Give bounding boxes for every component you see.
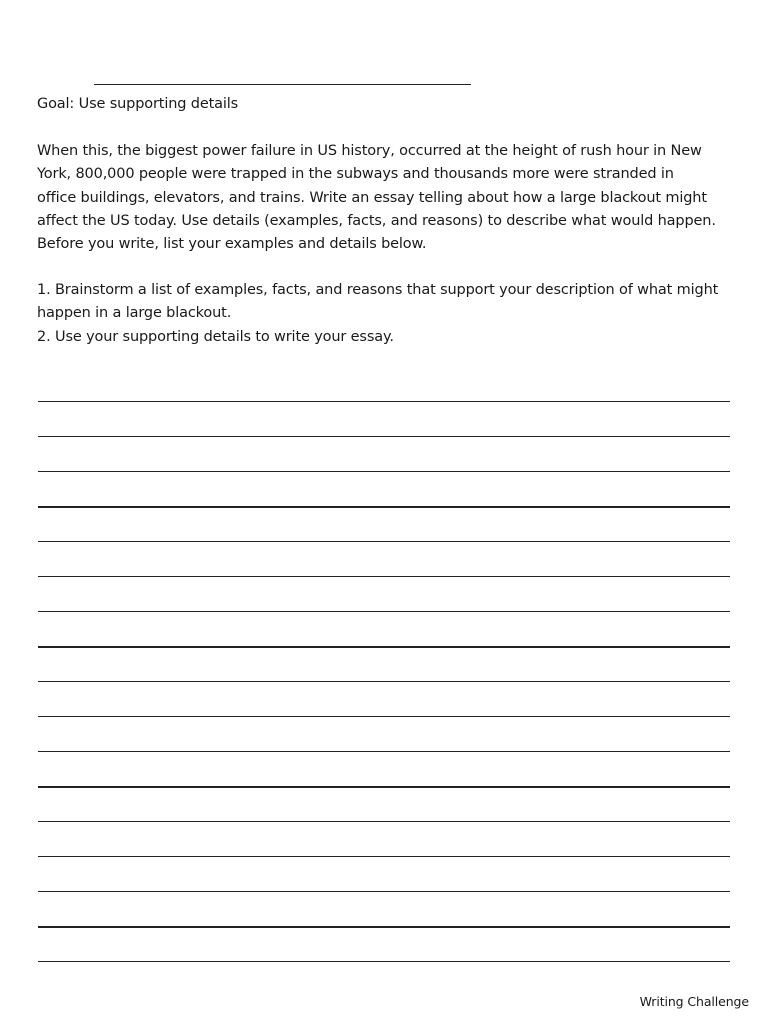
step-1-line: happen in a large blackout. xyxy=(37,305,232,322)
writing-line[interactable] xyxy=(38,401,730,402)
instruction-step-2: 2. Use your supporting details to write your essay. xyxy=(37,329,394,345)
step-1-line: 1. Brainstorm a list of examples, facts, and reasons that support your description of what might xyxy=(37,282,719,298)
writing-line[interactable] xyxy=(38,681,730,682)
writing-line[interactable] xyxy=(38,786,730,788)
writing-line[interactable] xyxy=(38,821,730,822)
writing-line[interactable] xyxy=(38,926,730,928)
intro-line: Before you write, list your examples and details below. xyxy=(37,236,427,253)
writing-line[interactable] xyxy=(38,506,730,508)
writing-line[interactable] xyxy=(38,716,730,717)
writing-line[interactable] xyxy=(38,541,730,542)
intro-paragraph xyxy=(37,140,716,256)
writing-line[interactable] xyxy=(38,576,730,577)
writing-line[interactable] xyxy=(38,611,730,612)
writing-line[interactable] xyxy=(38,751,730,752)
writing-line[interactable] xyxy=(38,471,730,472)
footer-label: Writing Challenge xyxy=(639,994,749,1009)
title-blank-line xyxy=(94,84,471,85)
intro-line: affect the US today. Use details (examples, facts, and reasons) to describe what would happen. xyxy=(37,212,716,229)
writing-line[interactable] xyxy=(38,891,730,892)
writing-line[interactable] xyxy=(38,646,730,648)
intro-line: office buildings, elevators, and trains. Write an essay telling about how a large blackout might xyxy=(37,189,707,206)
intro-line: When this, the biggest power failure in US history, occurred at the height of rush hour in New xyxy=(37,143,702,159)
intro-line: York, 800,000 people were trapped in the subways and thousands more were stranded in xyxy=(37,166,674,183)
writing-line[interactable] xyxy=(38,856,730,857)
writing-line[interactable] xyxy=(38,436,730,437)
writing-line[interactable] xyxy=(38,961,730,962)
goal-text: Goal: Use supporting details xyxy=(37,96,239,112)
instruction-step-1 xyxy=(37,279,718,326)
